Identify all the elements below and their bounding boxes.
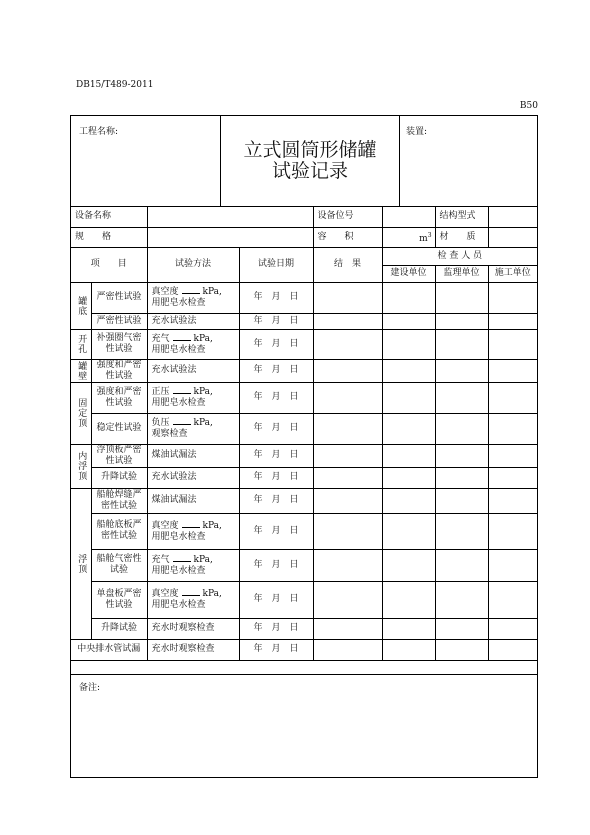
item-text: 强度和严密: [96, 359, 142, 370]
equip-name-value[interactable]: [147, 206, 313, 227]
unit-text: kPa,: [202, 287, 222, 297]
supervisor-cell[interactable]: [435, 282, 488, 313]
method-cell: 充水试验法: [147, 313, 239, 329]
date-cell[interactable]: 年 月 日: [239, 549, 313, 581]
item-text-2: 性试验: [105, 344, 133, 354]
item-text-2: 密性试验: [101, 531, 138, 541]
value-blank[interactable]: [173, 417, 191, 425]
equip-no-value[interactable]: [382, 206, 435, 227]
title-line-2: 试验记录: [271, 160, 348, 182]
value-blank[interactable]: [173, 554, 191, 562]
builder-cell[interactable]: [382, 618, 435, 639]
result-cell[interactable]: [313, 639, 382, 660]
date-cell[interactable]: 年 月 日: [239, 467, 313, 488]
method-text-2: 观察检查: [151, 429, 188, 439]
supervisor-cell[interactable]: [435, 359, 488, 382]
method-cell: 充水试验法: [147, 467, 239, 488]
info-row-2: [71, 227, 537, 247]
date-cell[interactable]: 年 月 日: [239, 488, 313, 513]
unit-text: kPa,: [202, 520, 222, 531]
table-row: [71, 313, 537, 329]
col-supervisor: 监理单位: [435, 265, 488, 282]
date-cell[interactable]: 年 月 日: [239, 413, 313, 444]
form-header: [71, 116, 537, 207]
method-cell: [147, 549, 239, 581]
method-text: 充气: [151, 554, 170, 565]
item-cell: [91, 382, 147, 413]
group-bottom-label: 罐底: [76, 295, 87, 316]
remarks-area[interactable]: [71, 674, 537, 777]
supervisor-cell[interactable]: [435, 549, 488, 581]
value-blank[interactable]: [173, 386, 191, 394]
group-opening-label: 开孔: [76, 334, 87, 354]
result-cell[interactable]: [313, 382, 382, 413]
result-cell[interactable]: [313, 444, 382, 467]
contractor-cell[interactable]: [488, 382, 537, 413]
result-cell[interactable]: [313, 581, 382, 618]
result-cell[interactable]: [313, 549, 382, 581]
table-row: [71, 513, 537, 549]
contractor-cell[interactable]: [488, 359, 537, 382]
item-cell: 升降试验: [91, 467, 147, 488]
contractor-cell[interactable]: [488, 488, 537, 513]
method-cell: 煤油试漏法: [147, 444, 239, 467]
method-cell: 充水时观察检查: [147, 639, 239, 660]
col-result: 结 果: [313, 247, 382, 282]
item-text-2: 试验: [110, 565, 129, 575]
date-cell[interactable]: 年 月 日: [239, 444, 313, 467]
contractor-cell[interactable]: [488, 282, 537, 313]
col-item: 项 目: [71, 247, 147, 282]
form-code: B50: [519, 101, 538, 111]
item-cell: [91, 549, 147, 581]
col-inspectors: 检 查 人 员: [382, 247, 537, 265]
method-text-2: 用肥皂水检查: [151, 565, 206, 576]
col-builder: 建设单位: [382, 265, 435, 282]
method-text-2: 用肥皂水检查: [151, 298, 206, 308]
method-text: 正压: [151, 387, 170, 397]
col-date: 试验日期: [239, 247, 313, 282]
spec-value[interactable]: [147, 227, 313, 247]
contractor-cell[interactable]: [488, 413, 537, 444]
method-text-2: 用肥皂水检查: [151, 600, 206, 610]
material-label: 材 质: [435, 227, 488, 247]
contractor-cell[interactable]: [488, 639, 537, 660]
item-cell: [91, 359, 147, 382]
material-value[interactable]: [488, 227, 537, 247]
table-row: [71, 581, 537, 618]
remarks-label: 备注:: [79, 683, 101, 693]
item-cell: 稳定性试验: [91, 413, 147, 444]
date-cell[interactable]: 年 月 日: [239, 313, 313, 329]
volume-value[interactable]: [382, 227, 435, 247]
group-inner: [71, 444, 91, 488]
supervisor-cell[interactable]: [435, 413, 488, 444]
table-row: [71, 467, 537, 488]
value-blank[interactable]: [173, 333, 191, 341]
table-row: [71, 639, 537, 660]
builder-cell[interactable]: [382, 382, 435, 413]
date-cell[interactable]: 年 月 日: [239, 329, 313, 359]
table-row: [71, 359, 537, 382]
group-wall-label: 罐壁: [76, 360, 87, 381]
group-wall: [71, 359, 91, 382]
method-text: 真空度: [151, 520, 179, 531]
value-blank[interactable]: [182, 286, 200, 294]
item-text: 船舱底板严: [96, 520, 142, 530]
method-text-2: 用肥皂水检查: [151, 531, 206, 542]
method-cell: [147, 382, 239, 413]
group-float: [71, 488, 91, 639]
contractor-cell[interactable]: [488, 444, 537, 467]
date-cell[interactable]: 年 月 日: [239, 382, 313, 413]
builder-cell[interactable]: [382, 313, 435, 329]
builder-cell[interactable]: [382, 444, 435, 467]
contractor-cell[interactable]: [488, 581, 537, 618]
value-blank[interactable]: [182, 520, 200, 528]
contractor-cell[interactable]: [488, 329, 537, 359]
builder-cell[interactable]: [382, 413, 435, 444]
item-cell: [91, 329, 147, 359]
item-text: 补强圈气密: [96, 333, 142, 343]
contractor-cell[interactable]: [488, 467, 537, 488]
supervisor-cell[interactable]: [435, 488, 488, 513]
form-title: [221, 116, 400, 206]
method-text: 真空度: [151, 287, 179, 297]
info-row-1: [71, 206, 537, 227]
col-method: 试验方法: [147, 247, 239, 282]
builder-cell[interactable]: [382, 581, 435, 618]
value-blank[interactable]: [182, 588, 200, 596]
date-cell[interactable]: 年 月 日: [239, 359, 313, 382]
item-text: 船舱焊缝严: [96, 489, 142, 500]
method-cell: 充水试验法: [147, 359, 239, 382]
supervisor-cell[interactable]: [435, 444, 488, 467]
item-text: 单盘板严密: [96, 588, 142, 599]
table-row: [71, 413, 537, 444]
result-cell[interactable]: [313, 513, 382, 549]
item-cell: 严密性试验: [91, 282, 147, 313]
unit-text: kPa,: [193, 387, 213, 397]
volume-unit: m: [419, 233, 428, 244]
item-cell: 升降试验: [91, 618, 147, 639]
builder-cell[interactable]: [382, 467, 435, 488]
volume-label: 容 积: [313, 227, 382, 247]
item-cell: [91, 488, 147, 513]
method-cell: [147, 413, 239, 444]
table-row: [71, 382, 537, 413]
group-inner-label: 内浮顶: [76, 451, 87, 481]
supervisor-cell[interactable]: [435, 581, 488, 618]
standard-number: DB15/T489-2011: [76, 80, 154, 90]
supervisor-cell[interactable]: [435, 639, 488, 660]
date-cell[interactable]: 年 月 日: [239, 581, 313, 618]
date-cell[interactable]: 年 月 日: [239, 618, 313, 639]
builder-cell[interactable]: [382, 359, 435, 382]
item-text-2: 性试验: [105, 599, 133, 610]
col-header-row-1: [71, 247, 537, 265]
supervisor-cell[interactable]: [435, 382, 488, 413]
method-cell: 充水时观察检查: [147, 618, 239, 639]
method-text-2: 用肥皂水检查: [151, 344, 206, 355]
builder-cell[interactable]: [382, 549, 435, 581]
table-row: [71, 618, 537, 639]
device-label: 装置:: [406, 127, 428, 137]
item-text: 浮顶板严密: [96, 444, 142, 455]
method-cell: 煤油试漏法: [147, 488, 239, 513]
result-cell[interactable]: [313, 359, 382, 382]
item-cell: [91, 581, 147, 618]
method-text: 负压: [151, 418, 170, 428]
result-cell[interactable]: [313, 467, 382, 488]
item-text-2: 性试验: [105, 397, 133, 408]
project-name-label: 工程名称:: [79, 127, 119, 137]
supervisor-cell[interactable]: [435, 513, 488, 549]
item-cell: [91, 513, 147, 549]
device-cell[interactable]: [400, 116, 537, 206]
builder-cell[interactable]: [382, 282, 435, 313]
method-cell: [147, 513, 239, 549]
supervisor-cell[interactable]: [435, 313, 488, 329]
group-float-label: 浮顶: [76, 553, 87, 574]
date-cell[interactable]: 年 月 日: [239, 513, 313, 549]
item-cell: 中央排水管试漏: [71, 639, 147, 660]
unit-text: kPa,: [193, 554, 213, 565]
date-cell[interactable]: 年 月 日: [239, 639, 313, 660]
table-row: [71, 488, 537, 513]
item-cell: [91, 444, 147, 467]
table-row: [71, 444, 537, 467]
form-frame: [70, 115, 538, 778]
group-opening: [71, 329, 91, 359]
date-cell[interactable]: 年 月 日: [239, 282, 313, 313]
result-cell[interactable]: [313, 329, 382, 359]
table-row: [71, 549, 537, 581]
method-text: 充气: [151, 333, 170, 344]
supervisor-cell[interactable]: [435, 467, 488, 488]
volume-unit-sup: 3: [427, 231, 432, 239]
method-cell: [147, 581, 239, 618]
method-text: 真空度: [151, 589, 179, 599]
equip-name-label: 设备名称: [71, 206, 147, 227]
test-record-table: [71, 206, 537, 661]
unit-text: kPa,: [202, 589, 222, 599]
contractor-cell[interactable]: [488, 549, 537, 581]
item-text: 船舱气密性: [96, 554, 142, 564]
builder-cell[interactable]: [382, 329, 435, 359]
item-text-2: 性试验: [105, 455, 133, 466]
title-line-1: 立式圆筒形储罐: [243, 139, 377, 161]
struct-type-label: 结构型式: [435, 206, 488, 227]
result-cell[interactable]: [313, 618, 382, 639]
supervisor-cell[interactable]: [435, 329, 488, 359]
project-name-cell[interactable]: [71, 116, 221, 206]
spec-label: 规 格: [71, 227, 147, 247]
group-fixed-label: 固定顶: [76, 398, 87, 428]
result-cell[interactable]: [313, 282, 382, 313]
result-cell[interactable]: [313, 413, 382, 444]
unit-text: kPa,: [193, 333, 213, 344]
col-contractor: 施工单位: [488, 265, 537, 282]
unit-text: kPa,: [193, 418, 213, 428]
table-row: [71, 329, 537, 359]
builder-cell[interactable]: [382, 639, 435, 660]
contractor-cell[interactable]: [488, 313, 537, 329]
result-cell[interactable]: [313, 313, 382, 329]
item-text: 强度和严密: [96, 386, 142, 397]
group-bottom: [71, 282, 91, 329]
supervisor-cell[interactable]: [435, 618, 488, 639]
item-cell: 严密性试验: [91, 313, 147, 329]
group-fixed: [71, 382, 91, 444]
method-text-2: 用肥皂水检查: [151, 398, 206, 408]
item-text-2: 性试验: [105, 370, 133, 381]
item-text-2: 密性试验: [101, 500, 138, 511]
contractor-cell[interactable]: [488, 618, 537, 639]
builder-cell[interactable]: [382, 513, 435, 549]
result-cell[interactable]: [313, 488, 382, 513]
method-cell: [147, 282, 239, 313]
equip-no-label: 设备位号: [313, 206, 382, 227]
contractor-cell[interactable]: [488, 513, 537, 549]
table-row: [71, 282, 537, 313]
method-cell: [147, 329, 239, 359]
struct-type-value[interactable]: [488, 206, 537, 227]
builder-cell[interactable]: [382, 488, 435, 513]
